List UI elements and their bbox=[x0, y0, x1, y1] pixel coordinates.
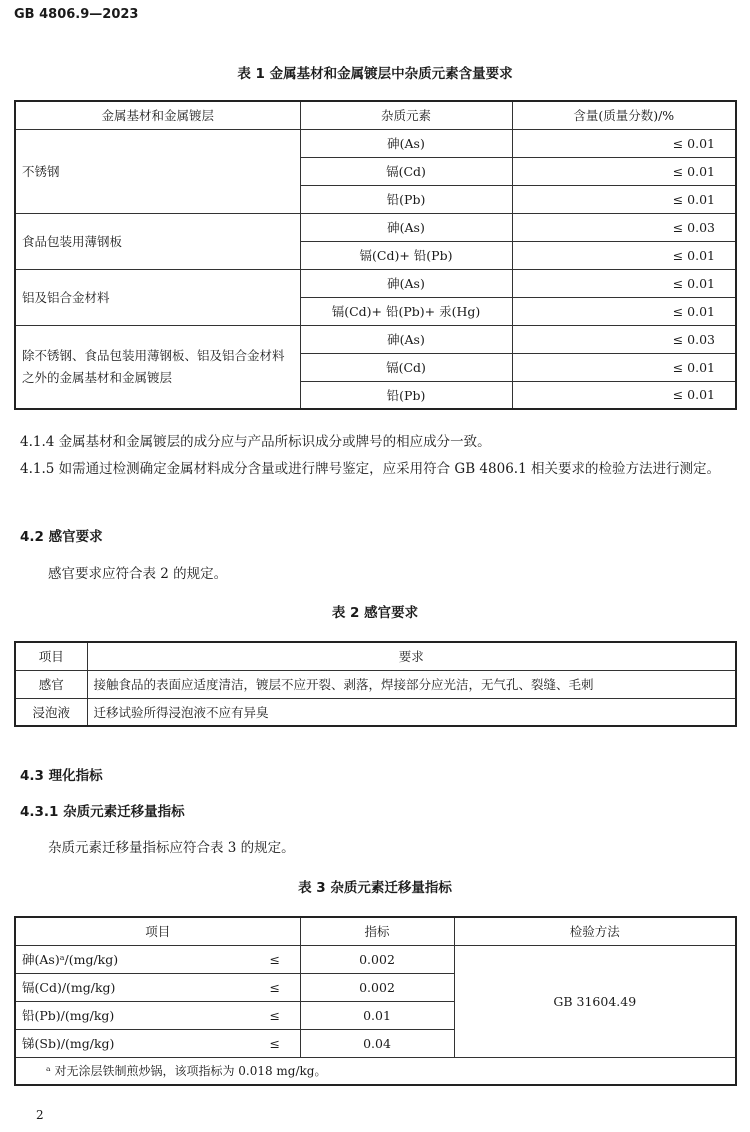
clause-4-1-5: 4.1.5 如需通过检测确定金属材料成分含量或进行牌号鉴定，应采用符合 GB 4806.1 相关要求的检验方法进行测定。 bbox=[20, 461, 720, 477]
table-header-row bbox=[15, 642, 736, 670]
table-header-cell: 要求 bbox=[87, 642, 736, 670]
element-cell: 砷(As) bbox=[300, 269, 512, 297]
content-cell: ≤ 0.01 bbox=[512, 353, 736, 381]
table-footnote-row bbox=[15, 1057, 736, 1085]
table2 bbox=[14, 641, 737, 727]
element-cell: 铅(Pb) bbox=[300, 185, 512, 213]
item-cell: 锑(Sb)/(mg/kg) bbox=[15, 1029, 250, 1057]
content-cell: ≤ 0.01 bbox=[512, 269, 736, 297]
element-cell: 砷(As) bbox=[300, 129, 512, 157]
limit-cell: 0.002 bbox=[300, 973, 454, 1001]
element-cell: 铅(Pb) bbox=[300, 381, 512, 409]
table-header-cell: 检验方法 bbox=[454, 917, 736, 945]
item-cell: 砷(As)ᵃ/(mg/kg) bbox=[15, 945, 250, 973]
item-cell: 浸泡液 bbox=[15, 698, 87, 726]
element-cell: 镉(Cd)+ 铅(Pb) bbox=[300, 241, 512, 269]
table-header-row bbox=[15, 101, 736, 129]
content-cell: ≤ 0.01 bbox=[512, 129, 736, 157]
comparator-cell: ≤ bbox=[250, 1001, 300, 1029]
section-4-3-1-heading: 4.3.1 杂质元素迁移量指标 bbox=[20, 804, 185, 820]
table1 bbox=[14, 100, 737, 410]
table3-caption: 表 3 杂质元素迁移量指标 bbox=[298, 880, 452, 896]
table-header-cell: 杂质元素 bbox=[300, 101, 512, 129]
content-cell: ≤ 0.03 bbox=[512, 213, 736, 241]
table1-caption: 表 1 金属基材和金属镀层中杂质元素含量要求 bbox=[237, 66, 513, 82]
table-row bbox=[15, 213, 736, 241]
section-4-3-1-text: 杂质元素迁移量指标应符合表 3 的规定。 bbox=[48, 840, 295, 856]
section-4-2-text: 感官要求应符合表 2 的规定。 bbox=[48, 566, 228, 582]
table-row bbox=[15, 325, 736, 353]
table-row bbox=[15, 945, 736, 973]
table3 bbox=[14, 916, 737, 1086]
material-cell: 铝及铝合金材料 bbox=[15, 269, 300, 325]
clause-4-1-4: 4.1.4 金属基材和金属镀层的成分应与产品所标识成分或牌号的相应成分一致。 bbox=[20, 434, 491, 450]
table-row bbox=[15, 269, 736, 297]
content-cell: ≤ 0.03 bbox=[512, 325, 736, 353]
comparator-cell: ≤ bbox=[250, 1029, 300, 1057]
requirement-cell: 迁移试验所得浸泡液不应有异臭 bbox=[87, 698, 736, 726]
content-cell: ≤ 0.01 bbox=[512, 185, 736, 213]
standard-number: GB 4806.9—2023 bbox=[14, 7, 139, 22]
method-cell: GB 31604.49 bbox=[454, 945, 736, 1057]
content-cell: ≤ 0.01 bbox=[512, 381, 736, 409]
item-cell: 铅(Pb)/(mg/kg) bbox=[15, 1001, 250, 1029]
item-cell: 镉(Cd)/(mg/kg) bbox=[15, 973, 250, 1001]
table3-footnote: ᵃ 对无涂层铁制煎炒锅，该项指标为 0.018 mg/kg。 bbox=[15, 1057, 736, 1085]
material-cell: 不锈钢 bbox=[15, 129, 300, 213]
element-cell: 砷(As) bbox=[300, 325, 512, 353]
element-cell: 镉(Cd)+ 铅(Pb)+ 汞(Hg) bbox=[300, 297, 512, 325]
element-cell: 砷(As) bbox=[300, 213, 512, 241]
limit-cell: 0.002 bbox=[300, 945, 454, 973]
limit-cell: 0.04 bbox=[300, 1029, 454, 1057]
element-cell: 镉(Cd) bbox=[300, 157, 512, 185]
table-row bbox=[15, 698, 736, 726]
content-cell: ≤ 0.01 bbox=[512, 241, 736, 269]
limit-cell: 0.01 bbox=[300, 1001, 454, 1029]
table-header-cell: 项目 bbox=[15, 917, 300, 945]
content-cell: ≤ 0.01 bbox=[512, 157, 736, 185]
requirement-cell: 接触食品的表面应适度清洁，镀层不应开裂、剥落，焊接部分应光洁，无气孔、裂缝、毛刺 bbox=[87, 670, 736, 698]
section-4-2-heading: 4.2 感官要求 bbox=[20, 529, 103, 545]
material-cell: 除不锈钢、食品包装用薄钢板、铝及铝合金材料之外的金属基材和金属镀层 bbox=[15, 325, 300, 409]
table-header-cell: 指标 bbox=[300, 917, 454, 945]
element-cell: 镉(Cd) bbox=[300, 353, 512, 381]
table-row bbox=[15, 670, 736, 698]
page-number: 2 bbox=[36, 1108, 44, 1122]
table-header-cell: 含量(质量分数)/% bbox=[512, 101, 736, 129]
comparator-cell: ≤ bbox=[250, 945, 300, 973]
table-row bbox=[15, 129, 736, 157]
section-4-3-heading: 4.3 理化指标 bbox=[20, 768, 103, 784]
table-header-cell: 金属基材和金属镀层 bbox=[15, 101, 300, 129]
material-cell: 食品包装用薄钢板 bbox=[15, 213, 300, 269]
table-header-cell: 项目 bbox=[15, 642, 87, 670]
comparator-cell: ≤ bbox=[250, 973, 300, 1001]
table2-caption: 表 2 感官要求 bbox=[331, 605, 419, 621]
item-cell: 感官 bbox=[15, 670, 87, 698]
content-cell: ≤ 0.01 bbox=[512, 297, 736, 325]
table-header-row bbox=[15, 917, 736, 945]
